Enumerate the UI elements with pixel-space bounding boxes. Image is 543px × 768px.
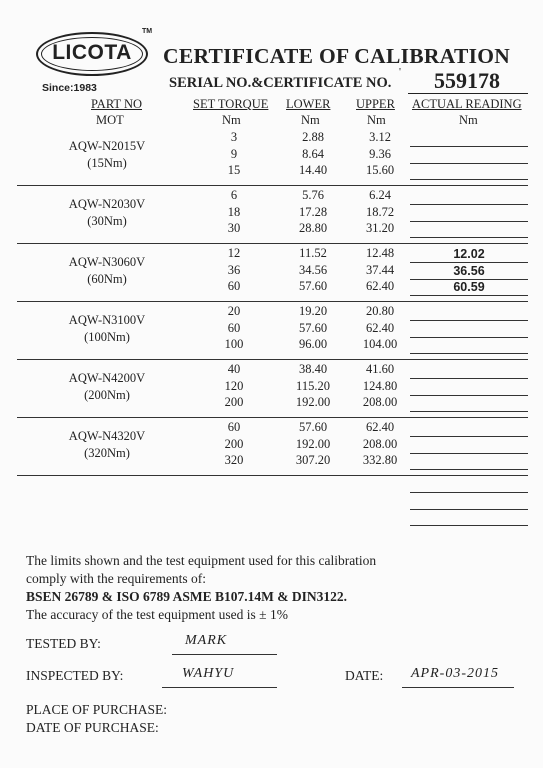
logo-trademark: TM [142, 28, 153, 35]
cell-lower: 14.40 [298, 163, 328, 177]
date-of-purchase-label: DATE OF PURCHASE: [26, 720, 159, 735]
inspected-by-label: INSPECTED BY: [26, 668, 124, 683]
cell-lower: 5.76 [302, 188, 324, 202]
actual-reading-line [410, 163, 528, 164]
unit-set: Nm [222, 113, 241, 127]
cell-lower: 19.20 [298, 304, 328, 318]
actual-reading-line [410, 395, 528, 396]
serial-underline [408, 93, 528, 94]
certificate-title: CERTIFICATE OF CALIBRATION [163, 44, 511, 68]
group-separator [17, 475, 528, 476]
serial-mark: ' [399, 66, 401, 78]
group-separator [17, 301, 528, 302]
inspected-by-signature: WAHYU [182, 666, 235, 681]
actual-reading-line [410, 436, 528, 437]
tested-by-signature: MARK [185, 633, 228, 648]
tested-by-label: TESTED BY: [26, 636, 101, 651]
cell-upper: 3.12 [369, 130, 391, 144]
cell-lower: 28.80 [298, 221, 328, 235]
cell-lower: 57.60 [298, 420, 328, 434]
actual-reading-line [410, 295, 528, 296]
accuracy-text: The accuracy of the test equipment used is ± 1% [26, 607, 288, 622]
group-separator [17, 417, 528, 418]
actual-reading-line [410, 204, 528, 205]
part-model: AQW-N4200V [68, 371, 146, 385]
cell-lower: 38.40 [298, 362, 328, 376]
serial-number: 559178 [434, 68, 500, 93]
cell-upper: 37.44 [365, 262, 395, 277]
actual-reading-line [410, 453, 528, 454]
header-lower: LOWER [286, 97, 331, 111]
cell-upper: 208.00 [362, 395, 398, 409]
cell-lower: 2.88 [302, 130, 324, 144]
cell-upper: 9.36 [369, 146, 391, 161]
actual-reading-line [410, 320, 528, 321]
part-model: AQW-N3100V [68, 313, 146, 327]
standards-text: BSEN 26789 & ISO 6789 ASME B107.14M & DIN3122. [26, 589, 348, 604]
cell-set: 3 [230, 130, 238, 144]
cell-set: 60 [227, 320, 241, 335]
unit-actual: Nm [459, 113, 478, 127]
actual-reading-line [410, 469, 528, 470]
cell-upper: 41.60 [365, 362, 395, 376]
group-separator [17, 359, 528, 360]
part-range: (320Nm) [84, 446, 130, 460]
actual-reading-value: 60.59 [453, 280, 485, 294]
cell-lower: 17.28 [298, 204, 328, 219]
cell-upper: 62.40 [365, 279, 395, 293]
actual-reading-line [410, 146, 528, 147]
cell-upper: 104.00 [362, 337, 398, 351]
cell-set: 320 [224, 453, 244, 467]
blank-reading-line [410, 492, 528, 493]
cell-upper: 124.80 [362, 378, 398, 393]
cell-set: 200 [224, 436, 244, 451]
cell-lower: 192.00 [295, 395, 331, 409]
date-signature: APR-03-2015 [411, 666, 499, 681]
part-model: AQW-N2030V [68, 197, 146, 211]
cell-set: 36 [227, 262, 241, 277]
cell-set: 30 [227, 221, 241, 235]
cell-lower: 57.60 [298, 320, 328, 335]
cell-upper: 15.60 [365, 163, 395, 177]
part-model: AQW-N3060V [68, 255, 146, 269]
place-of-purchase-label: PLACE OF PURCHASE: [26, 702, 168, 717]
header-upper: UPPER [356, 97, 395, 111]
part-range: (30Nm) [87, 214, 127, 228]
actual-reading-line [410, 378, 528, 379]
actual-reading-value: 36.56 [453, 263, 485, 278]
cell-lower: 115.20 [296, 378, 330, 393]
header-set-torque: SET TORQUE [193, 97, 269, 111]
inspected-by-line [162, 687, 277, 688]
part-model: AQW-N2015V [68, 139, 146, 153]
cell-upper: 20.80 [365, 304, 395, 318]
actual-reading-line [410, 411, 528, 412]
blank-reading-line [410, 525, 528, 526]
cell-set: 60 [227, 279, 241, 293]
cell-set: 120 [224, 378, 244, 393]
date-line [402, 687, 514, 688]
cell-lower: 96.00 [298, 337, 328, 351]
cell-set: 15 [227, 163, 241, 177]
actual-reading-line [410, 337, 528, 338]
cell-upper: 208.00 [362, 436, 398, 451]
blank-reading-line [410, 509, 528, 510]
cell-upper: 18.72 [365, 204, 395, 219]
cell-set: 20 [227, 304, 241, 318]
logo-since: Since:1983 [42, 82, 97, 94]
cell-lower: 307.20 [295, 453, 331, 467]
unit-lower: Nm [301, 113, 320, 127]
actual-reading-line [410, 353, 528, 354]
cell-upper: 332.80 [362, 453, 398, 467]
compliance-line-1: The limits shown and the test equipment used for this calibration [26, 553, 377, 568]
compliance-line-2: comply with the requirements of: [26, 571, 206, 586]
part-model: AQW-N4320V [68, 429, 146, 443]
tested-by-line [172, 654, 277, 655]
header-part-no: PART NO [91, 97, 143, 111]
header-actual-reading: ACTUAL READING [412, 97, 522, 111]
cell-lower: 57.60 [298, 279, 328, 293]
group-separator [17, 185, 528, 186]
part-range: (15Nm) [87, 156, 127, 170]
cell-lower: 192.00 [295, 436, 331, 451]
cell-set: 6 [230, 188, 238, 202]
unit-upper: Nm [367, 113, 386, 127]
cell-set: 100 [224, 337, 244, 351]
cell-lower: 34.56 [298, 262, 328, 277]
group-separator [17, 243, 528, 244]
serial-label: SERIAL NO.&CERTIFICATE NO. [169, 75, 392, 91]
date-label: DATE: [345, 668, 384, 683]
cell-upper: 31.20 [365, 221, 395, 235]
cell-upper: 6.24 [369, 188, 391, 202]
unit-part: MOT [96, 113, 124, 127]
cell-set: 12 [227, 246, 241, 260]
part-range: (60Nm) [87, 272, 127, 286]
cell-upper: 62.40 [365, 320, 395, 335]
cell-set: 200 [224, 395, 244, 409]
licota-logo [36, 28, 154, 94]
cell-set: 40 [227, 362, 241, 376]
cell-upper: 62.40 [365, 420, 395, 434]
part-range: (100Nm) [84, 330, 130, 344]
cell-set: 18 [227, 204, 241, 219]
cell-set: 60 [227, 420, 241, 434]
part-range: (200Nm) [84, 388, 130, 402]
actual-reading-line [410, 179, 528, 180]
cell-lower: 11.52 [299, 246, 327, 260]
actual-reading-line [410, 221, 528, 222]
actual-reading-line [410, 237, 528, 238]
cell-set: 9 [230, 146, 238, 161]
cell-upper: 12.48 [365, 246, 395, 260]
cell-lower: 8.64 [302, 146, 324, 161]
logo-brand-text: LICOTA [52, 41, 132, 64]
actual-reading-value: 12.02 [453, 247, 485, 261]
